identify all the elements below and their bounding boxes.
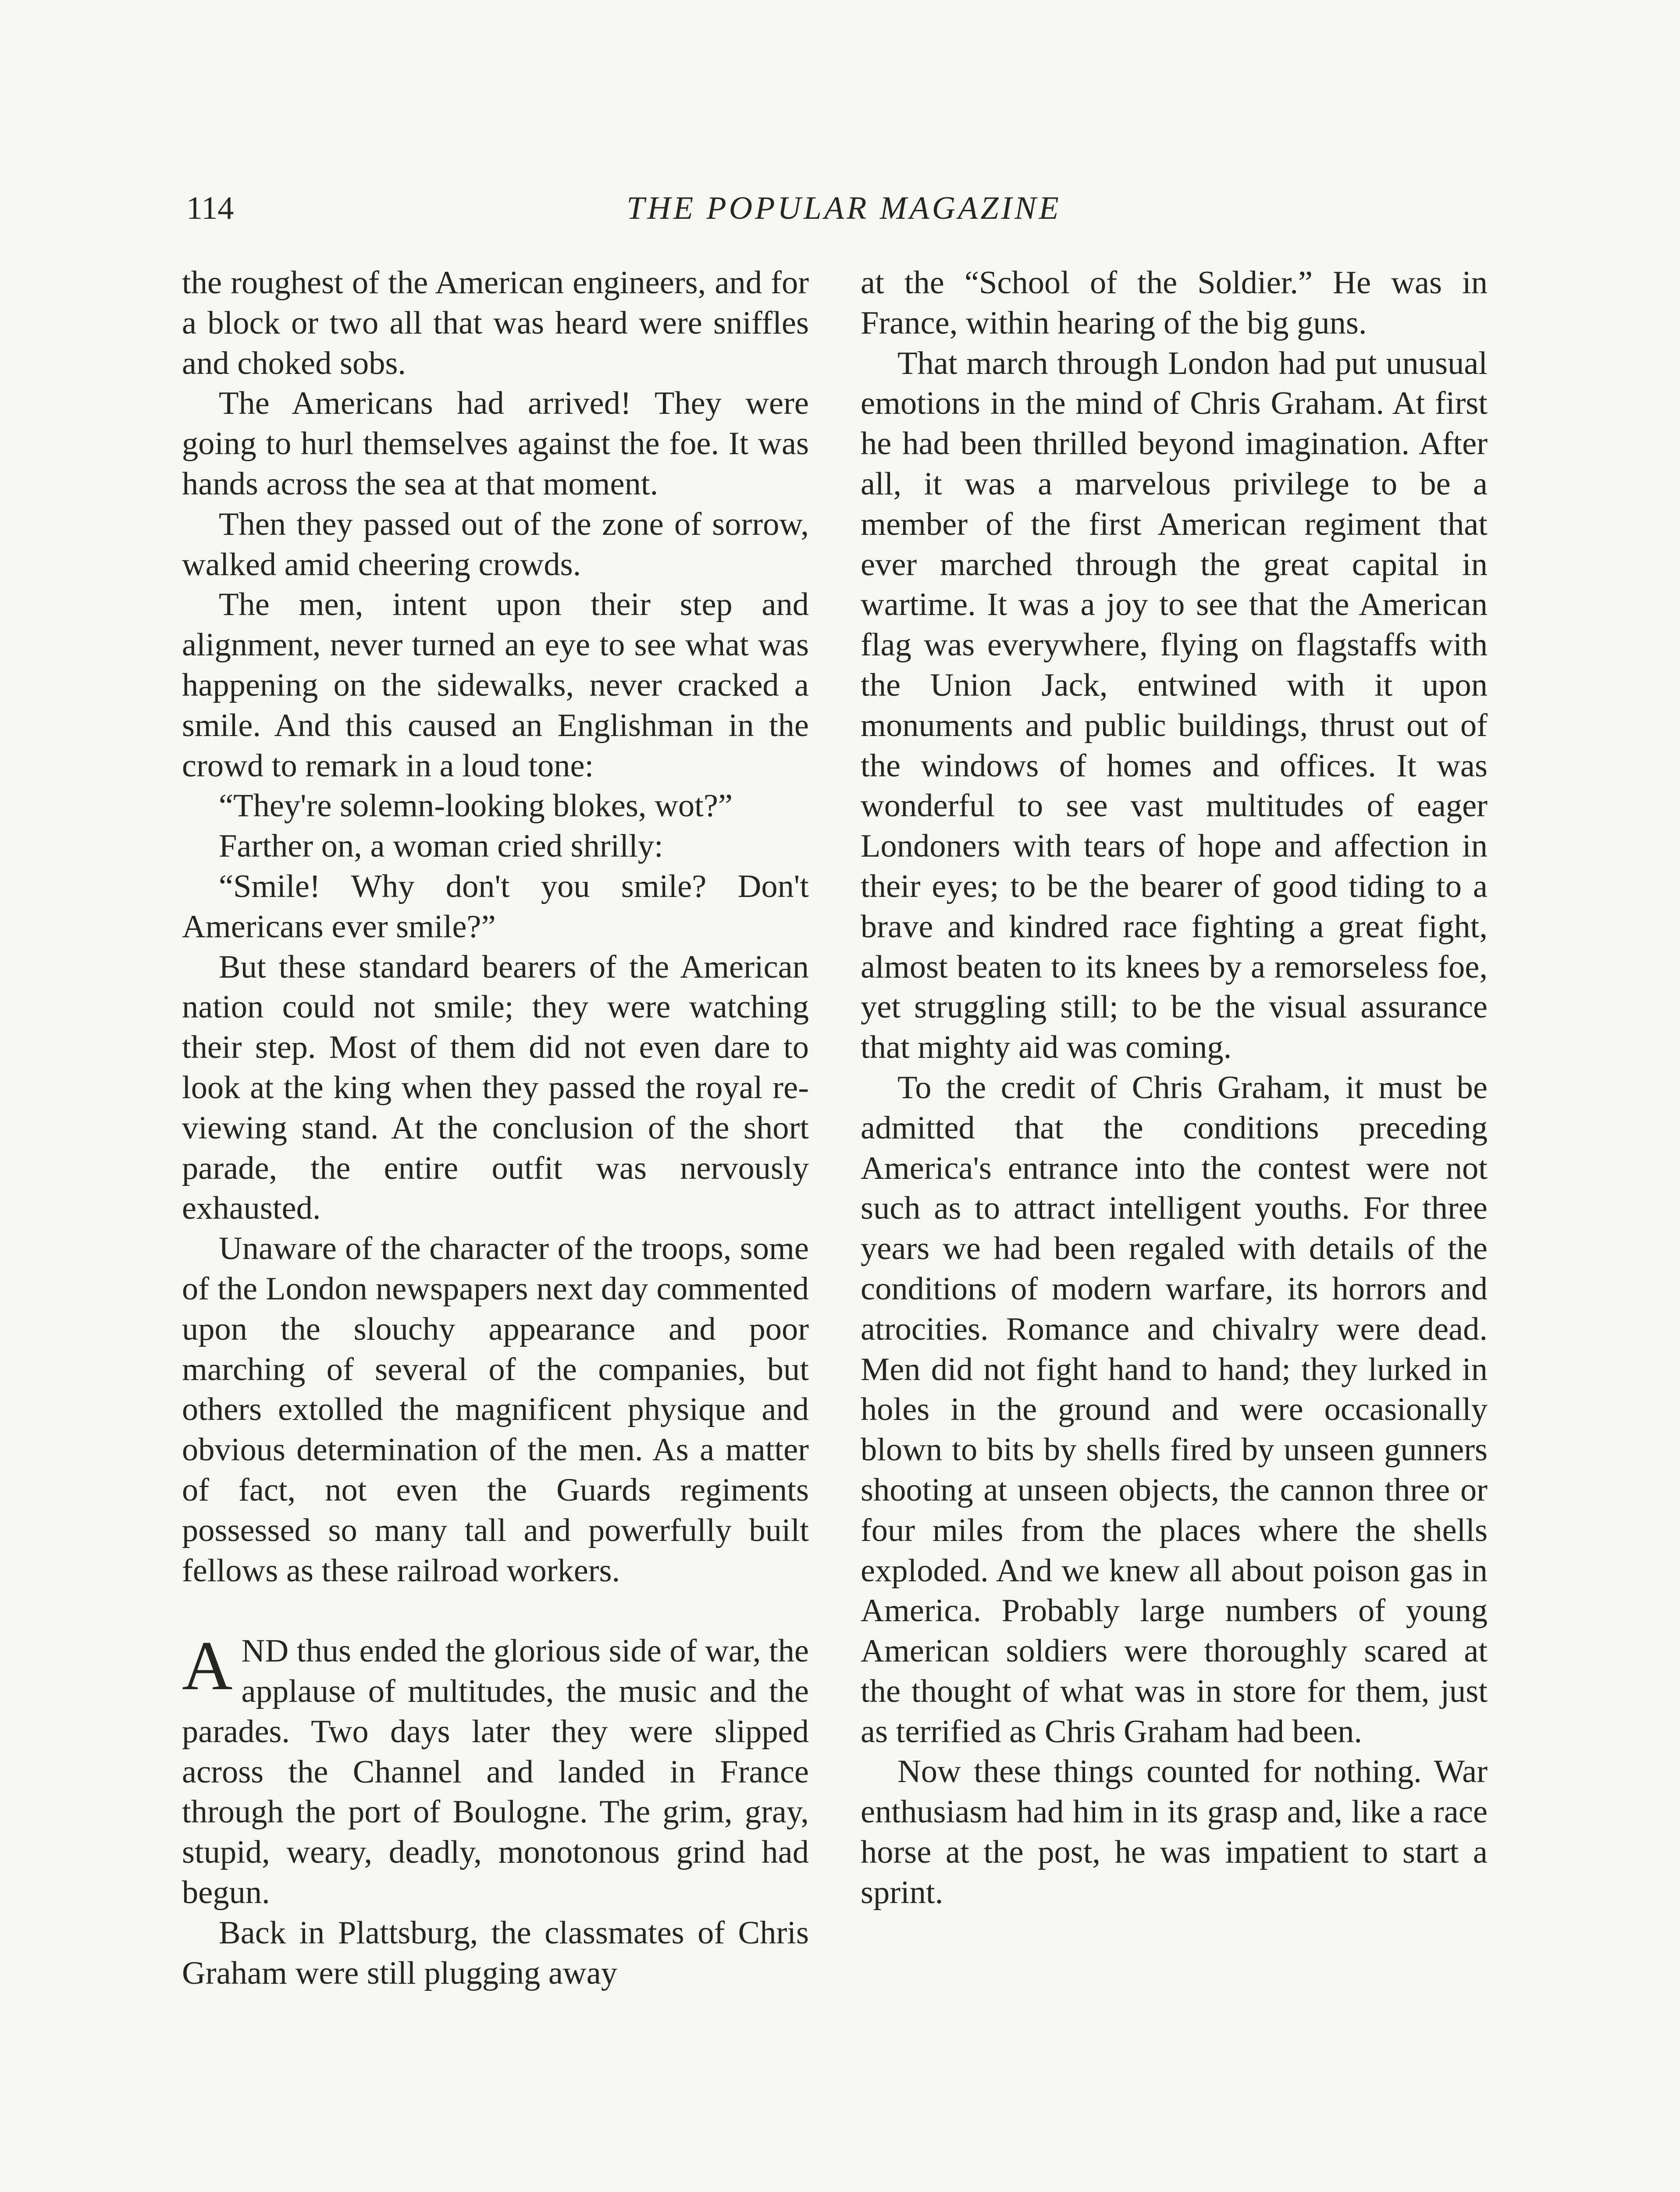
- paragraph: The Americans had arrived! They were going to hurl themselves against the foe. It was hands across the sea at that moment.: [182, 385, 809, 502]
- paragraph: “They're solemn-looking blokes, wot?”: [219, 788, 733, 824]
- paragraph: Unaware of the character of the troops, some of the London newspapers next day commented upon the slouchy appearance and poor marching of several of the companies, but others extolled the magnificent physique and obvious determination of the men. As a matter of fact, not even the Guards regiments possessed so many tall and powerfully built fellows as these railroad workers.: [182, 1231, 809, 1589]
- page-header: [186, 184, 1502, 232]
- paragraph-text: thus ended the glorious side of war, the applause of multitudes, the music and the parades. Two days later they were slipped across the Channel and landed in France through the port of Boulogne. The grim, gray, stupid, weary, deadly, monotonous grind had begun.: [182, 1633, 809, 1911]
- paragraph: Then they passed out of the zone of sorrow, walked amid cheering crowds.: [182, 506, 809, 583]
- paragraph: at the “School of the Soldier.” He was in France, within hearing of the big guns.: [861, 265, 1488, 341]
- left-column: [182, 263, 809, 1993]
- paragraph: To the credit of Chris Graham, it must be admitted that the conditions preceding America's entrance into the contest were not such as to attract intelligent youths. For three years we had been regaled with details of the conditions of modern warfare, its horrors and atrocities. Romance and chivalry were dead. Men did not fight hand to hand; they lurked in holes in the ground and were occasionally blown to bits by shells fired by unseen gunners shooting at unseen objects, the cannon three or four miles from the places where the shells exploded. And we knew all about poison gas in America. Probably large numbers of young American soldiers were thoroughly scared at the thought of what was in store for them, just as terrified as Chris Graham had been.: [861, 1069, 1488, 1750]
- paragraph: Back in Plattsburg, the classmates of Chris Graham were still plugging away: [182, 1914, 809, 1991]
- paragraph: Farther on, a woman cried shrilly:: [219, 828, 663, 865]
- right-column: [861, 263, 1488, 1913]
- paragraph: The men, intent upon their step and alignment, never turned an eye to see what was happening on the sidewalks, never cracked a smile. And this caused an Englishman in the crowd to remark in a loud tone:: [182, 587, 809, 784]
- page-number: 114: [186, 190, 234, 226]
- paragraph: “Smile! Why don't you smile? Don't Americans ever smile?”: [182, 868, 809, 945]
- running-head: THE POPULAR MAGAZINE: [626, 190, 1061, 226]
- drop-cap: A: [182, 1626, 233, 1705]
- paragraph: But these standard bearers of the American nation could not smile; they were watching their step. Most of them did not even dare to look at the king when they passed the royal reviewing stand. At the conclusion of the short parade, the entire outfit was nervously exhausted.: [182, 949, 809, 1227]
- paragraph: That march through London had put unusual emotions in the mind of Chris Graham. At first he had been thrilled beyond imagination. After all, it was a marvelous privilege to be a member of the first American regiment that ever marched through the great capital in wartime. It was a joy to see that the American flag was everywhere, flying on flagstaffs with the Union Jack, entwined with it upon monuments and public buildings, thrust out of the windows of homes and offices. It was wonderful to see vast multitudes of eager Londoners with tears of hope and affection in their eyes; to be the bearer of good tiding to a brave and kindred race fighting a great fight, almost beaten to its knees by a remorseless foe, yet struggling still; to be the visual assurance that mighty aid was coming.: [861, 345, 1488, 1066]
- paragraph: Now these things counted for nothing. War enthusiasm had him in its grasp and, like a race horse at the post, he was impatient to start a sprint.: [861, 1754, 1488, 1911]
- section-opening-paragraph: [182, 1626, 809, 1913]
- paragraph: the roughest of the American engineers, and for a block or two all that was heard were sniffles and choked sobs.: [182, 265, 809, 381]
- small-caps-lead: ND: [241, 1633, 289, 1669]
